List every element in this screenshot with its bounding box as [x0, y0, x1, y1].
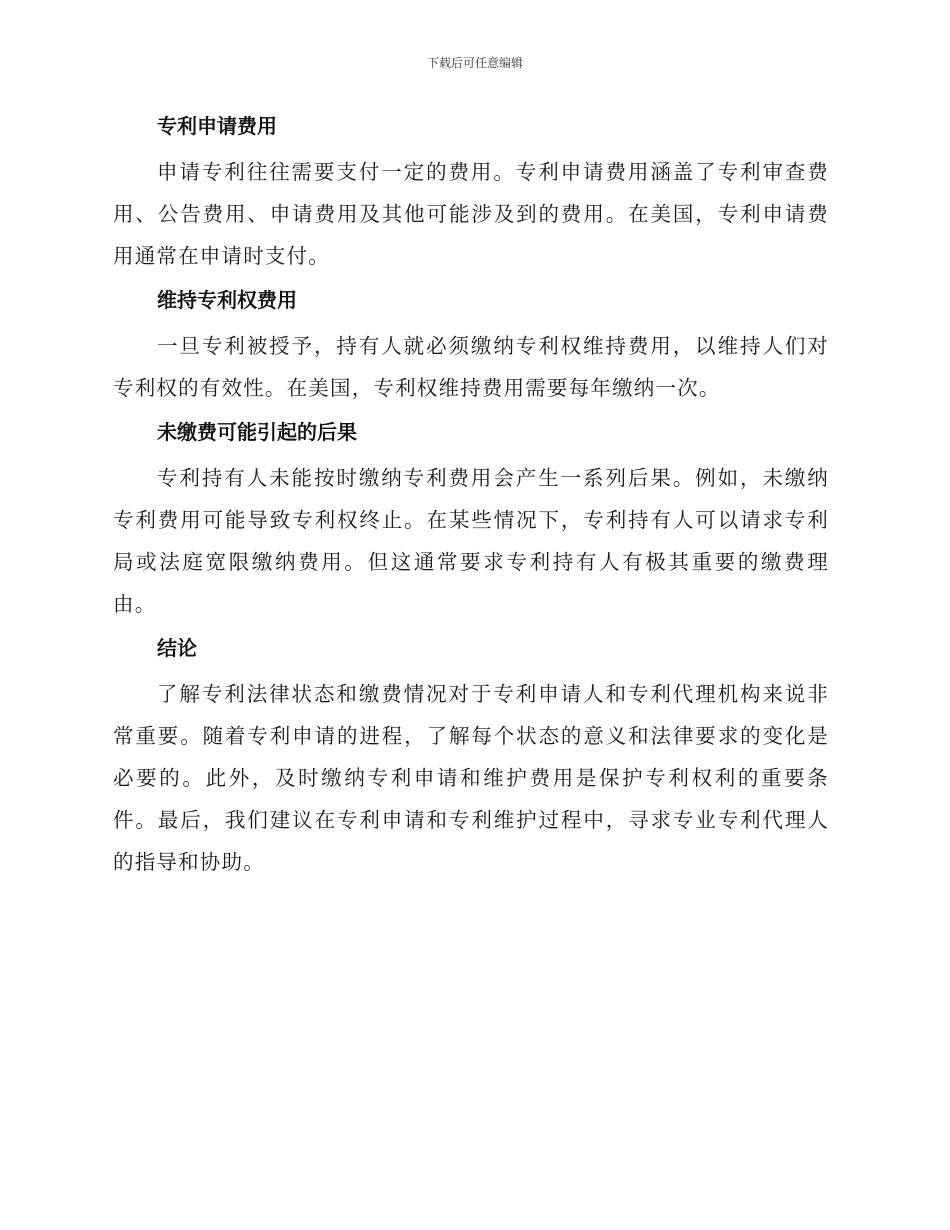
section-application-fees — [113, 111, 829, 277]
document-body — [113, 108, 829, 891]
section-heading: 结论 — [157, 636, 197, 660]
section-paragraph: 一旦专利被授予，持有人就必须缴纳专利权维持费用，以维持人们对专利权的有效性。在美国，专利权维持费用需要每年缴纳一次。 — [113, 334, 829, 400]
section-heading: 维持专利权费用 — [157, 288, 297, 312]
page-header: 下载后可任意编辑 — [426, 56, 523, 70]
section-paragraph: 了解专利法律状态和缴费情况对于专利申请人和专利代理机构来说非常重要。随着专利申请的进程，了解每个状态的意义和法律要求的变化是必要的。此外，及时缴纳专利申请和维护费用是保护专利权利的重要条件。最后，我们建议在专利申请和专利维护过程中，寻求专业专利代理人的指导和协助。 — [113, 682, 829, 874]
section-paragraph: 申请专利往往需要支付一定的费用。专利申请费用涵盖了专利审查费用、公告费用、申请费用及其他可能涉及到的费用。在美国，专利申请费用通常在申请时支付。 — [113, 160, 829, 268]
section-conclusion — [113, 633, 829, 883]
section-heading: 未缴费可能引起的后果 — [157, 420, 357, 444]
section-nonpayment-consequences — [113, 417, 829, 625]
section-heading: 专利申请费用 — [157, 114, 277, 138]
section-maintenance-fees — [113, 285, 829, 409]
section-paragraph: 专利持有人未能按时缴纳专利费用会产生一系列后果。例如，未缴纳专利费用可能导致专利权终止。在某些情况下，专利持有人可以请求专利局或法庭宽限缴纳费用。但这通常要求专利持有人有极其重要的缴费理由。 — [113, 466, 829, 616]
